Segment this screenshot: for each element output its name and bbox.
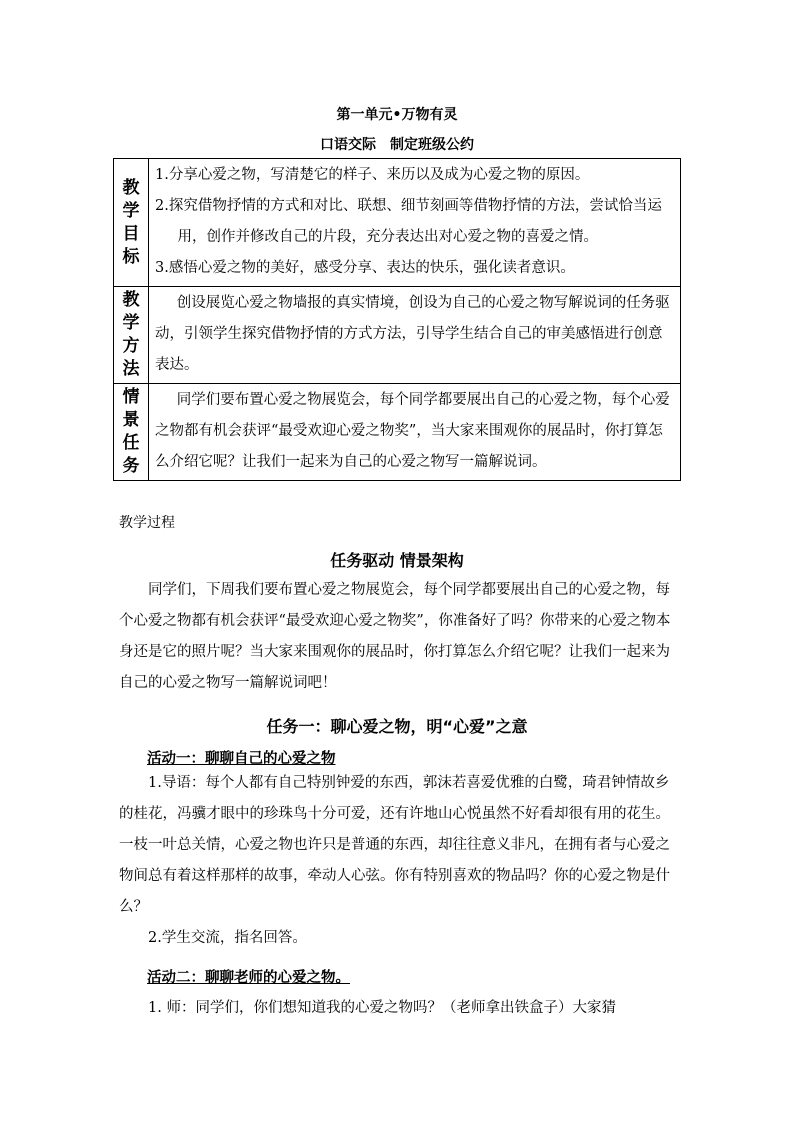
row-label-methods: 教 学 方 法: [114, 287, 149, 384]
objectives-table: [113, 158, 681, 481]
section1-title: 任务驱动 情景架构: [330, 551, 464, 570]
row-label-scenario: 情 景 任 务: [114, 384, 149, 481]
objective-2: 2.探究借物抒情的方式和对比、联想、细节刻画等借物抒情的方法，尝试恰当运用，创作并修改自己的片段，充分表达出对心爱之物的喜爱之情。: [155, 198, 662, 245]
table-row-objectives: [114, 159, 681, 287]
activity2-body: [119, 993, 675, 1024]
row-content-scenario: [149, 384, 681, 481]
unit-title: 第一单元•万物有灵: [336, 107, 458, 123]
task1-title: 任务一：聊心爱之物，明“心爱”之意: [266, 717, 528, 736]
scenario-text: 同学们要布置心爱之物展览会，每个同学都要展出自己的心爱之物，每个心爱之物都有机会获评“最受欢迎心爱之物奖”，当大家来围观你的展品时，你打算怎么介绍它呢？让我们一起来为自己的心爱之物写一篇解说词。: [155, 392, 670, 470]
section1-body: [119, 575, 675, 699]
table-row-methods: [114, 287, 681, 384]
section1-text: 同学们，下周我们要布置心爱之物展览会，每个同学都要展出自己的心爱之物，每个心爱之物都有机会获评“最受欢迎心爱之物奖”，你准备好了吗？你带来的心爱之物本身还是它的照片呢？当大家来围观你的展品时，你打算怎么介绍它呢？让我们一起来为自己的心爱之物写一篇解说词吧！: [119, 582, 671, 691]
process-label: 教学过程: [119, 515, 175, 531]
activity1-paragraph-1: 1.导语：每个人都有自己特别钟爱的东西，郭沫若喜爱优雅的白鹭，琦君钟情故乡的桂花，冯骥才眼中的珍珠鸟十分可爱，还有许地山心悦虽然不好看却很有用的花生。一枝一叶总关情，心爱之物也许只是普通的东西，却往往意义非凡，在拥有者与心爱之物间总有着这样那样的故事，牵动人心弦。你有特别喜欢的物品吗？你的心爱之物是什么？: [119, 775, 670, 915]
objective-3: 3.感悟心爱之物的美好，感受分享、表达的快乐，强化读者意识。: [155, 260, 575, 276]
row-label-objectives: 教 学 目 标: [114, 159, 149, 287]
row-content-methods: [149, 287, 681, 384]
activity1-title: 活动一：聊聊自己的心爱之物: [147, 751, 336, 767]
lesson-title: 口语交际 制定班级公约: [320, 137, 474, 153]
objective-1: 1.分享心爱之物，写清楚它的样子、来历以及成为心爱之物的原因。: [155, 167, 590, 183]
activity1-body: [119, 768, 675, 954]
row-content-objectives: [149, 159, 681, 287]
methods-text: 创设展览心爱之物墙报的真实情境，创设为自己的心爱之物写解说词的任务驱动，引领学生探究借物抒情的方式方法，引导学生结合自己的审美感悟进行创意表达。: [155, 295, 670, 373]
activity2-title: 活动二：聊聊老师的心爱之物。: [147, 970, 350, 986]
activity2-paragraph-1: 1. 师：同学们，你们想知道我的心爱之物吗？（老师拿出铁盒子）大家猜: [148, 1000, 616, 1016]
activity1-paragraph-2: 2.学生交流，指名回答。: [148, 930, 307, 946]
table-row-scenario: [114, 384, 681, 481]
